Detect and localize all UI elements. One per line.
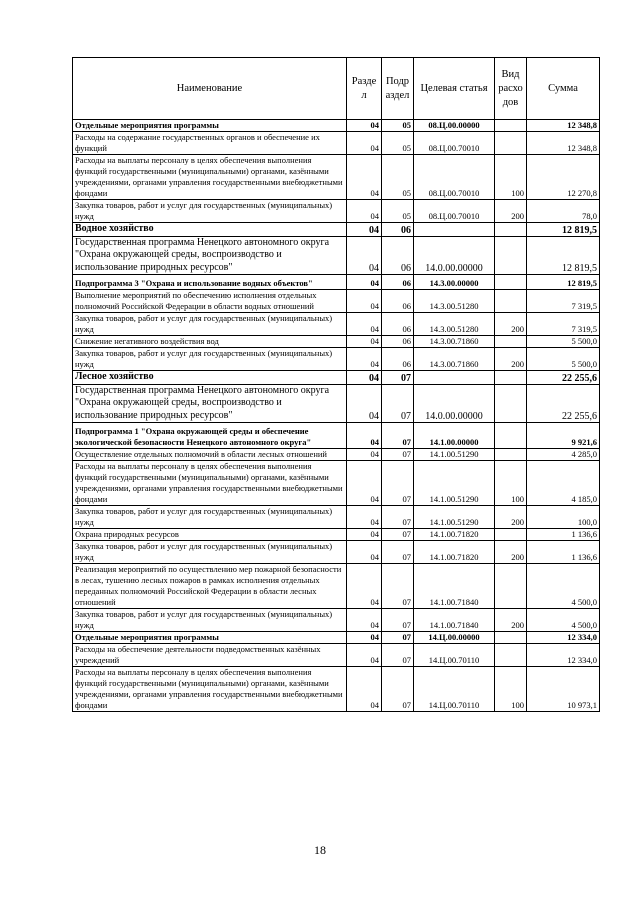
table-row	[73, 371, 600, 385]
cell-target: 14.0.00.00000	[414, 236, 495, 275]
table-row	[73, 384, 600, 423]
cell-vid: 100	[495, 461, 527, 506]
cell-target: 14.1.00.51290	[414, 506, 495, 529]
cell-target: 14.3.00.00000	[414, 275, 495, 290]
cell-podrazdel: 07	[382, 449, 414, 461]
cell-razdel: 04	[347, 632, 382, 644]
cell-name: Охрана природных ресурсов	[73, 529, 347, 541]
cell-razdel: 04	[347, 541, 382, 564]
cell-name: Водное хозяйство	[73, 223, 347, 237]
cell-podrazdel: 06	[382, 290, 414, 313]
cell-razdel: 04	[347, 461, 382, 506]
cell-name: Расходы на выплаты персоналу в целях обеспечения выполнения функций государственными (муниципальными) органами, казёнными учреждениями, органами управления государственными внебюджетными фондами	[73, 155, 347, 200]
table-row	[73, 275, 600, 290]
table-row	[73, 155, 600, 200]
page-number: 18	[314, 843, 326, 857]
table-row	[73, 529, 600, 541]
cell-vid	[495, 236, 527, 275]
budget-table	[72, 57, 600, 712]
cell-target: 14.1.00.71820	[414, 541, 495, 564]
cell-vid: 100	[495, 667, 527, 712]
cell-sum: 12 819,5	[527, 223, 600, 237]
cell-name: Расходы на содержание государственных органов и обеспечение их функций	[73, 132, 347, 155]
cell-vid: 200	[495, 506, 527, 529]
cell-name: Отдельные мероприятия программы	[73, 632, 347, 644]
header-name: Наименование	[73, 58, 347, 120]
cell-podrazdel: 05	[382, 155, 414, 200]
table-row	[73, 223, 600, 237]
cell-name: Закупка товаров, работ и услуг для государственных (муниципальных) нужд	[73, 609, 347, 632]
table-row	[73, 632, 600, 644]
cell-name: Расходы на выплаты персоналу в целях обеспечения выполнения функций государственными (муниципальными) органами, казёнными учреждениями, органами управления государственными внебюджетными фондами	[73, 461, 347, 506]
cell-podrazdel: 05	[382, 120, 414, 132]
table-row	[73, 541, 600, 564]
cell-sum: 12 348,8	[527, 132, 600, 155]
cell-sum: 12 334,0	[527, 632, 600, 644]
cell-podrazdel: 07	[382, 541, 414, 564]
header-razdel: Разде л	[347, 58, 382, 120]
cell-razdel: 04	[347, 200, 382, 223]
table-row	[73, 120, 600, 132]
cell-target: 14.1.00.51290	[414, 461, 495, 506]
cell-sum: 12 819,5	[527, 275, 600, 290]
header-sum: Сумма	[527, 58, 600, 120]
cell-name: Государственная программа Ненецкого автономного округа "Охрана окружающей среды, воспроизводство и использование природных ресурсов"	[73, 236, 347, 275]
cell-razdel: 04	[347, 313, 382, 336]
table-row	[73, 506, 600, 529]
cell-razdel: 04	[347, 120, 382, 132]
table-row	[73, 313, 600, 336]
cell-vid	[495, 223, 527, 237]
cell-name: Закупка товаров, работ и услуг для государственных (муниципальных) нужд	[73, 313, 347, 336]
cell-razdel: 04	[347, 223, 382, 237]
cell-target: 08.Ц.00.70010	[414, 155, 495, 200]
cell-target: 14.Ц.00.00000	[414, 632, 495, 644]
cell-podrazdel: 06	[382, 275, 414, 290]
cell-vid	[495, 336, 527, 348]
cell-vid	[495, 564, 527, 609]
cell-razdel: 04	[347, 290, 382, 313]
table-row	[73, 236, 600, 275]
cell-sum: 4 185,0	[527, 461, 600, 506]
cell-razdel: 04	[347, 336, 382, 348]
table-row	[73, 200, 600, 223]
cell-target: 08.Ц.00.00000	[414, 120, 495, 132]
cell-name: Закупка товаров, работ и услуг для государственных (муниципальных) нужд	[73, 348, 347, 371]
table-row	[73, 290, 600, 313]
cell-razdel: 04	[347, 506, 382, 529]
header-target: Целевая статья	[414, 58, 495, 120]
cell-razdel: 04	[347, 155, 382, 200]
cell-sum: 1 136,6	[527, 541, 600, 564]
table-row	[73, 132, 600, 155]
cell-vid	[495, 449, 527, 461]
cell-razdel: 04	[347, 644, 382, 667]
table-row	[73, 644, 600, 667]
cell-sum: 9 921,6	[527, 423, 600, 449]
cell-name: Снижение негативного воздействия вод	[73, 336, 347, 348]
cell-razdel: 04	[347, 529, 382, 541]
table-row	[73, 609, 600, 632]
header-podrazdel: Подр аздел	[382, 58, 414, 120]
cell-sum: 4 500,0	[527, 609, 600, 632]
cell-target: 14.3.00.51280	[414, 313, 495, 336]
cell-sum: 12 270,8	[527, 155, 600, 200]
cell-podrazdel: 07	[382, 564, 414, 609]
cell-razdel: 04	[347, 384, 382, 423]
cell-name: Расходы на выплаты персоналу в целях обеспечения выполнения функций государственными (муниципальными) органами, казёнными учреждениями, органами управления государственными внебюджетными фондами	[73, 667, 347, 712]
cell-name: Подпрограмма 1 "Охрана окружающей среды и обеспечение экологической безопасности Ненецкого автономного округа"	[73, 423, 347, 449]
cell-target: 14.3.00.71860	[414, 348, 495, 371]
cell-podrazdel: 07	[382, 529, 414, 541]
cell-sum: 12 819,5	[527, 236, 600, 275]
cell-sum: 7 319,5	[527, 290, 600, 313]
cell-target: 14.1.00.71840	[414, 564, 495, 609]
cell-name: Подпрограмма 3 "Охрана и использование водных объектов"	[73, 275, 347, 290]
cell-target: 14.Ц.00.70110	[414, 644, 495, 667]
cell-razdel: 04	[347, 348, 382, 371]
cell-target: 14.1.00.51290	[414, 449, 495, 461]
cell-podrazdel: 07	[382, 506, 414, 529]
cell-sum: 22 255,6	[527, 371, 600, 385]
table-row	[73, 564, 600, 609]
cell-razdel: 04	[347, 132, 382, 155]
cell-podrazdel: 07	[382, 371, 414, 385]
cell-name: Осуществление отдельных полномочий в области лесных отношений	[73, 449, 347, 461]
cell-podrazdel: 06	[382, 236, 414, 275]
cell-target: 08.Ц.00.70010	[414, 132, 495, 155]
cell-sum: 12 348,8	[527, 120, 600, 132]
cell-razdel: 04	[347, 564, 382, 609]
table-row	[73, 461, 600, 506]
cell-podrazdel: 06	[382, 336, 414, 348]
cell-podrazdel: 05	[382, 132, 414, 155]
cell-podrazdel: 06	[382, 348, 414, 371]
cell-podrazdel: 07	[382, 667, 414, 712]
cell-podrazdel: 07	[382, 423, 414, 449]
cell-name: Отдельные мероприятия программы	[73, 120, 347, 132]
cell-vid: 200	[495, 313, 527, 336]
cell-target: 14.0.00.00000	[414, 384, 495, 423]
table-row	[73, 667, 600, 712]
cell-podrazdel: 07	[382, 384, 414, 423]
table-row	[73, 423, 600, 449]
cell-target	[414, 371, 495, 385]
cell-target: 14.3.00.71860	[414, 336, 495, 348]
cell-name: Реализация мероприятий по осуществлению мер пожарной безопасности в лесах, тушению лесных пожаров в рамках исполнения отдельных переданных полномочий Российской Федерации в области лесных отношений	[73, 564, 347, 609]
cell-target	[414, 223, 495, 237]
cell-name: Государственная программа Ненецкого автономного округа "Охрана окружающей среды, воспроизводство и использование природных ресурсов"	[73, 384, 347, 423]
cell-target: 14.1.00.71820	[414, 529, 495, 541]
cell-vid: 100	[495, 155, 527, 200]
cell-name: Лесное хозяйство	[73, 371, 347, 385]
cell-vid	[495, 423, 527, 449]
cell-sum: 5 500,0	[527, 348, 600, 371]
cell-name: Закупка товаров, работ и услуг для государственных (муниципальных) нужд	[73, 200, 347, 223]
cell-vid	[495, 371, 527, 385]
cell-target: 14.1.00.71840	[414, 609, 495, 632]
header-vid: Вид расхо дов	[495, 58, 527, 120]
cell-razdel: 04	[347, 423, 382, 449]
cell-vid	[495, 529, 527, 541]
cell-target: 14.3.00.51280	[414, 290, 495, 313]
cell-sum: 100,0	[527, 506, 600, 529]
cell-podrazdel: 07	[382, 609, 414, 632]
cell-vid	[495, 275, 527, 290]
table-body	[73, 120, 600, 712]
cell-sum: 4 285,0	[527, 449, 600, 461]
cell-sum: 12 334,0	[527, 644, 600, 667]
cell-vid	[495, 290, 527, 313]
cell-razdel: 04	[347, 449, 382, 461]
table-row	[73, 449, 600, 461]
cell-sum: 22 255,6	[527, 384, 600, 423]
cell-vid	[495, 632, 527, 644]
cell-podrazdel: 07	[382, 461, 414, 506]
cell-target: 08.Ц.00.70010	[414, 200, 495, 223]
table-header-row	[73, 58, 600, 120]
cell-vid: 200	[495, 200, 527, 223]
cell-sum: 1 136,6	[527, 529, 600, 541]
cell-name: Закупка товаров, работ и услуг для государственных (муниципальных) нужд	[73, 506, 347, 529]
cell-name: Закупка товаров, работ и услуг для государственных (муниципальных) нужд	[73, 541, 347, 564]
cell-podrazdel: 06	[382, 223, 414, 237]
cell-vid	[495, 384, 527, 423]
cell-name: Расходы на обеспечение деятельности подведомственных казённых учреждений	[73, 644, 347, 667]
cell-sum: 10 973,1	[527, 667, 600, 712]
cell-razdel: 04	[347, 667, 382, 712]
table-row	[73, 348, 600, 371]
cell-podrazdel: 05	[382, 200, 414, 223]
cell-sum: 5 500,0	[527, 336, 600, 348]
cell-vid: 200	[495, 541, 527, 564]
cell-target: 14.1.00.00000	[414, 423, 495, 449]
cell-podrazdel: 06	[382, 313, 414, 336]
cell-vid: 200	[495, 609, 527, 632]
cell-vid: 200	[495, 348, 527, 371]
cell-razdel: 04	[347, 236, 382, 275]
cell-name: Выполнение мероприятий по обеспечению исполнения отдельных полномочий Российской Федерации в области водных отношений	[73, 290, 347, 313]
cell-vid	[495, 644, 527, 667]
cell-sum: 7 319,5	[527, 313, 600, 336]
cell-target: 14.Ц.00.70110	[414, 667, 495, 712]
cell-vid	[495, 120, 527, 132]
cell-podrazdel: 07	[382, 644, 414, 667]
cell-vid	[495, 132, 527, 155]
table-row	[73, 336, 600, 348]
cell-razdel: 04	[347, 275, 382, 290]
cell-razdel: 04	[347, 609, 382, 632]
cell-sum: 4 500,0	[527, 564, 600, 609]
cell-sum: 78,0	[527, 200, 600, 223]
cell-razdel: 04	[347, 371, 382, 385]
cell-podrazdel: 07	[382, 632, 414, 644]
